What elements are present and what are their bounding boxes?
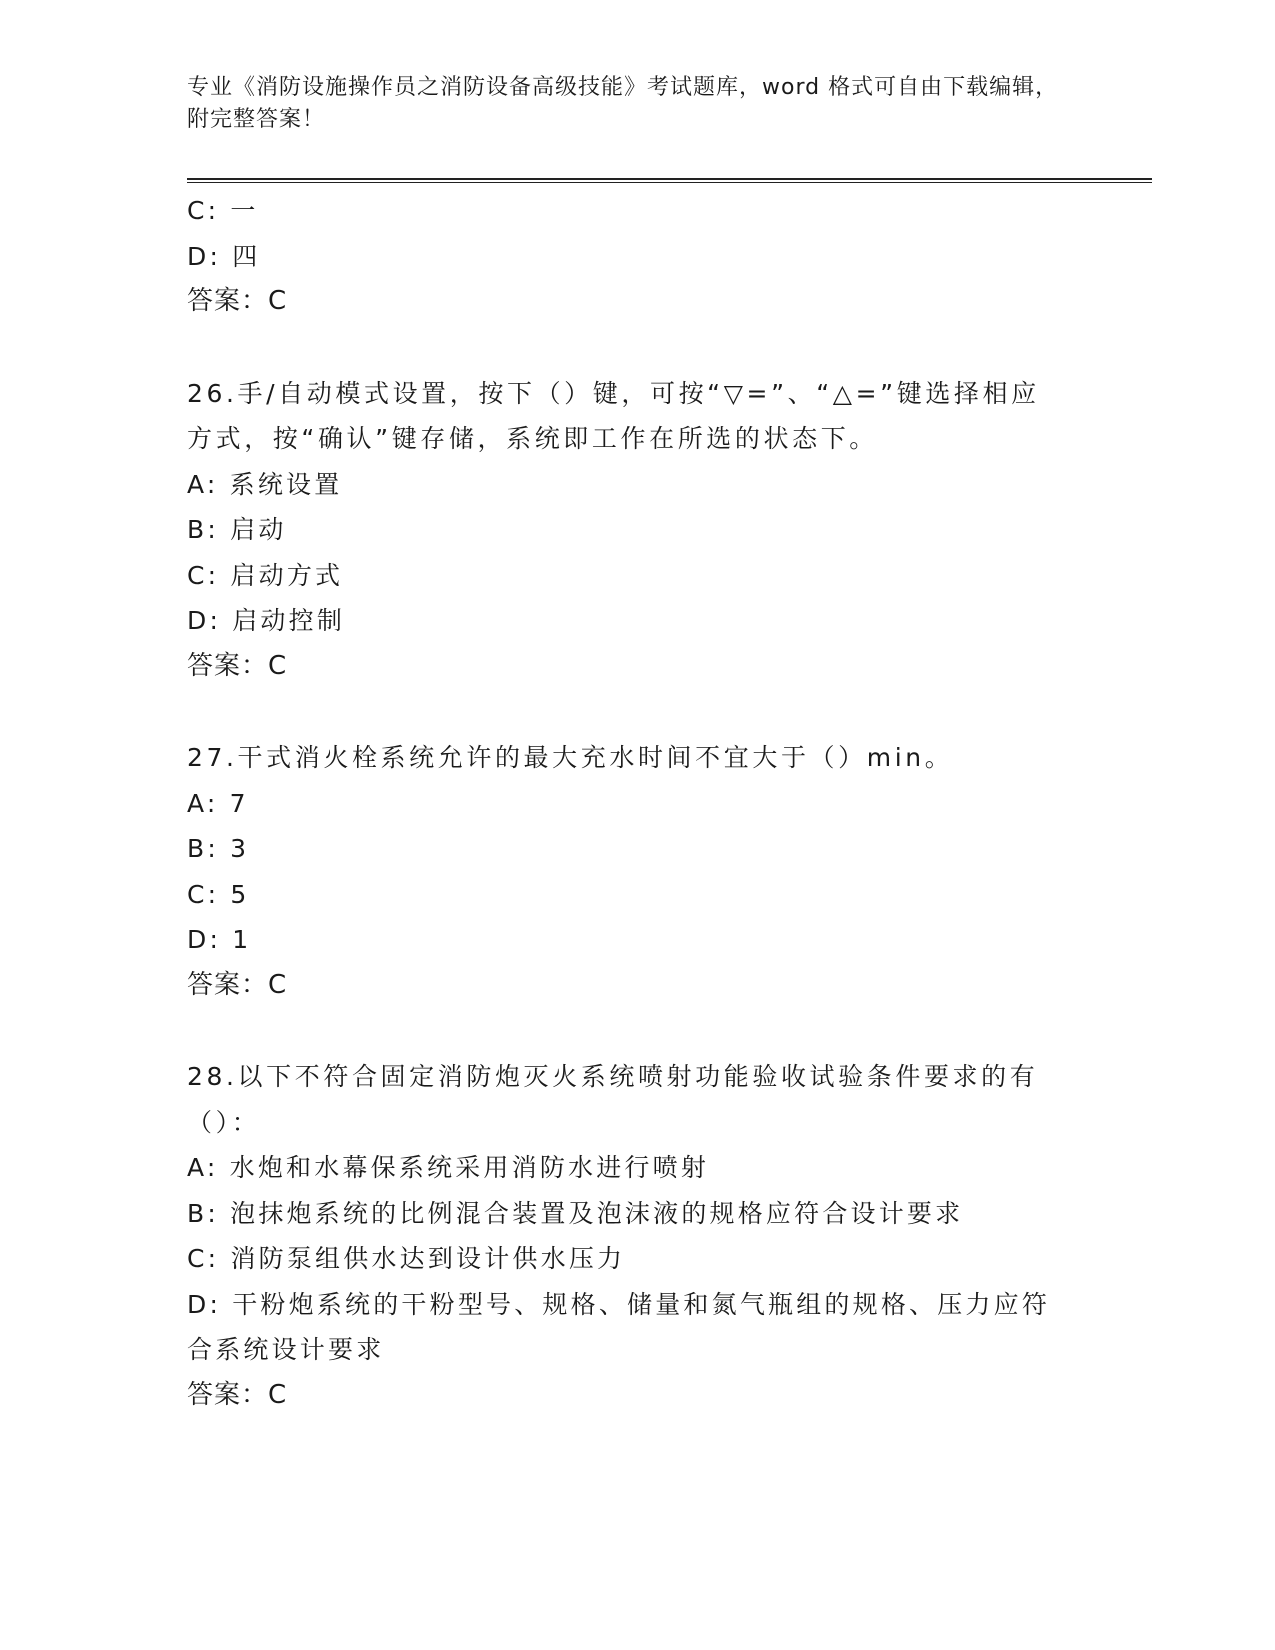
option-c: C: 5	[187, 879, 250, 909]
spacer	[187, 689, 1067, 735]
option-c: C: 一	[187, 196, 259, 225]
question-stem: 26.手/自动模式设置，按下（）键，可按“▽=”、“△=”键选择相应方式，按“确认”键存储，系统即工作在所选的状态下。	[187, 378, 1040, 453]
spacer	[187, 1008, 1067, 1054]
option-b: B: 泡抹炮系统的比例混合装置及泡沫液的规格应符合设计要求	[187, 1198, 964, 1228]
question-27	[187, 735, 1067, 1008]
answer-line: 答案：C	[187, 969, 288, 1000]
option-d: D: 干粉炮系统的干粉型号、规格、储量和氮气瓶组的规格、压力应符合系统设计要求	[187, 1289, 1051, 1364]
option-a: A: 7	[187, 788, 249, 818]
option-c: C: 消防泵组供水达到设计供水压力	[187, 1244, 626, 1273]
answer-line: 答案：C	[187, 650, 288, 681]
question-26	[187, 371, 1067, 690]
answer-line: 答案：C	[187, 286, 288, 316]
option-a: A: 系统设置	[187, 469, 343, 499]
option-b: B: 启动	[187, 515, 287, 544]
option-d: D: 四	[187, 241, 261, 271]
option-c: C: 启动方式	[187, 560, 344, 590]
page-header: 专业《消防设施操作员之消防设备高级技能》考试题库，word 格式可自由下载编辑，附完整答案！	[187, 75, 1059, 132]
question-list	[187, 188, 1067, 1418]
question-stem: 28.以下不符合固定消防炮灭火系统喷射功能验收试验条件要求的有（）：	[187, 1062, 1039, 1137]
spacer	[187, 325, 1067, 371]
question-stem: 27.干式消火栓系统允许的最大充水时间不宜大于（）min。	[187, 743, 954, 772]
option-a: A: 水炮和水幕保系统采用消防水进行喷射	[187, 1153, 710, 1182]
answer-line: 答案：C	[187, 1379, 288, 1410]
option-b: B: 3	[187, 834, 250, 863]
header-rule-thin	[187, 182, 1152, 183]
option-d: D: 启动控制	[187, 606, 346, 635]
option-d: D: 1	[187, 925, 252, 954]
question-28	[187, 1054, 1067, 1418]
question-25-tail	[187, 188, 1067, 325]
header-rule-thick	[187, 178, 1152, 180]
